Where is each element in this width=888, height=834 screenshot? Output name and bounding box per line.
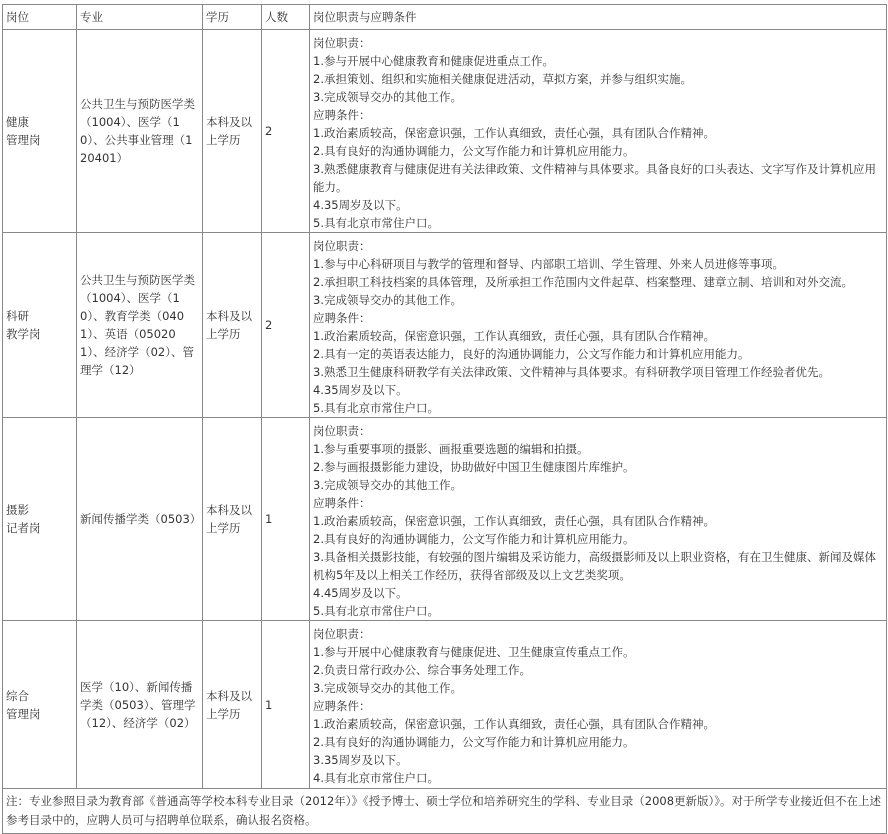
duty-line: 2.具有良好的沟通协调能力，公文写作能力和计算机应用能力。 [313, 144, 635, 158]
position-cell [3, 621, 77, 789]
duty-line: 1.政治素质较高，保密意识强，工作认真细致，责任心强，具有团队合作精神。 [313, 717, 715, 731]
header-major: 专业 [77, 5, 203, 30]
duty-line: 4.35周岁及以下。 [313, 198, 408, 212]
duty-line: 4.45周岁及以下。 [313, 586, 408, 600]
duty-line: 岗位职责： [313, 424, 371, 438]
duty-line: 4.具有北京市常住户口。 [313, 771, 439, 785]
duty-line: 3.完成领导交办的其他工作。 [313, 681, 462, 695]
duty-line: 2.负责日常行政办公、综合事务处理工作。 [313, 663, 531, 677]
duty-line: 1.参与开展中心健康教育和健康促进重点工作。 [313, 54, 554, 68]
duties-cell [310, 418, 887, 621]
position-cell [3, 233, 77, 418]
position-name: 健康 [6, 115, 29, 129]
duty-line: 4.35周岁及以下。 [313, 383, 408, 397]
position-name: 管理岗 [6, 133, 41, 147]
count-cell: 1 [262, 418, 310, 621]
major-cell: 新闻传播学类（0503） [77, 418, 203, 621]
duty-line: 岗位职责： [313, 239, 371, 253]
table-note: 注：专业参照目录为教育部《普通高等学校本科专业目录（2012年）》《授予博士、硕士学位和培养研究生的学科、专业目录（2008更新版）》。对于所学专业接近但不在上述参考目录中的，应聘人员可与招聘单位联系，确认报名资格。 [3, 789, 887, 834]
duty-line: 2.具有良好的沟通协调能力，公文写作能力和计算机应用能力。 [313, 735, 635, 749]
duty-line: 2.参与画报摄影能力建设，协助做好中国卫生健康图片库维护。 [313, 460, 635, 474]
duty-line: 应聘条件： [313, 699, 371, 713]
duty-line: 3.完成领导交办的其他工作。 [313, 478, 462, 492]
duty-line: 应聘条件： [313, 108, 371, 122]
table-row [3, 233, 887, 418]
duty-line: 3.具备相关摄影技能，有较强的图片编辑及采访能力，高级摄影师及以上职业资格，有在卫生健康、新闻及媒体机构5年及以上相关工作经历，获得省部级及以上文艺类奖项。 [313, 550, 876, 582]
duty-line: 1.参与中心科研项目与教学的管理和督导、内部职工培训、学生管理、外来人员进修等事项。 [313, 257, 784, 271]
major-cell: 公共卫生与预防医学类（1004）、医学（10）、公共事业管理（120401） [77, 30, 203, 233]
position-name: 综合 [6, 688, 29, 703]
duty-line: 5.具有北京市常住户口。 [313, 604, 439, 618]
duty-line: 5.具有北京市常住户口。 [313, 216, 439, 230]
duties-cell [310, 621, 887, 789]
position-name: 科研 [6, 309, 29, 323]
duty-line: 1.参与开展中心健康教育与健康促进、卫生健康宣传重点工作。 [313, 645, 635, 659]
count-cell: 2 [262, 30, 310, 233]
note-row [3, 789, 887, 834]
duty-line: 1.政治素质较高，保密意识强，工作认真细致，责任心强，具有团队合作精神。 [313, 514, 715, 528]
duty-line: 2.具有一定的英语表达能力，良好的沟通协调能力，公文写作能力和计算机应用能力。 [313, 347, 750, 361]
position-cell [3, 30, 77, 233]
education-cell: 本科及以上学历 [203, 30, 262, 233]
education-cell: 本科及以上学历 [203, 621, 262, 789]
position-cell [3, 418, 77, 621]
major-cell: 医学（10）、新闻传播学类（0503）、管理学（12）、经济学（02） [77, 621, 203, 789]
duty-line: 3.熟悉健康教育与健康促进有关法律政策、文件精神与具体要求。具备良好的口头表达、文字写作及计算机应用能力。 [313, 162, 876, 194]
duty-line: 1.政治素质较高，保密意识强，工作认真细致，责任心强，具有团队合作精神。 [313, 126, 715, 140]
position-name: 记者岗 [6, 521, 41, 535]
duties-cell [310, 233, 887, 418]
duty-line: 3.熟悉卫生健康科研教学有关法律政策、文件精神与具体要求。有科研教学项目管理工作经验者优先。 [313, 365, 830, 379]
duty-line: 2.承担职工科技档案的具体管理，及所承担工作范围内文件起草、档案整理、建章立制、培训和对外交流。 [313, 275, 853, 289]
header-row [3, 5, 887, 30]
duty-line: 3.完成领导交办的其他工作。 [313, 293, 462, 307]
count-cell: 1 [262, 621, 310, 789]
table-row [3, 418, 887, 621]
duty-line: 2.承担策划、组织和实施相关健康促进活动，草拟方案，并参与组织实施。 [313, 72, 692, 86]
duty-line: 岗位职责： [313, 627, 371, 641]
major-cell: 公共卫生与预防医学类（1004）、医学（10）、教育学类（0401）、英语（050201）、经济学（02）、管理学（12） [77, 233, 203, 418]
position-name: 教学岗 [6, 327, 41, 341]
header-position: 岗位 [3, 5, 77, 30]
duty-line: 3.35周岁及以下。 [313, 753, 408, 767]
duty-line: 1.政治素质较高，保密意识强，工作认真细致，责任心强，具有团队合作精神。 [313, 329, 715, 343]
position-name: 管理岗 [6, 706, 41, 721]
duty-line: 应聘条件： [313, 496, 371, 510]
education-cell: 本科及以上学历 [203, 418, 262, 621]
header-education: 学历 [203, 5, 262, 30]
education-cell: 本科及以上学历 [203, 233, 262, 418]
count-cell: 2 [262, 233, 310, 418]
table-row [3, 30, 887, 233]
recruitment-table [2, 4, 887, 834]
duty-line: 岗位职责： [313, 36, 371, 50]
duty-line: 1.参与重要事项的摄影、画报重要选题的编辑和拍摄。 [313, 442, 589, 456]
duties-cell [310, 30, 887, 233]
duty-line: 2.具有良好的沟通协调能力，公文写作能力和计算机应用能力。 [313, 532, 635, 546]
header-duties: 岗位职责与应聘条件 [310, 5, 887, 30]
duty-line: 应聘条件： [313, 311, 371, 325]
duty-line: 5.具有北京市常住户口。 [313, 401, 439, 415]
header-count: 人数 [262, 5, 310, 30]
duty-line: 3.完成领导交办的其他工作。 [313, 90, 462, 104]
table-row [3, 621, 887, 789]
position-name: 摄影 [6, 503, 29, 517]
